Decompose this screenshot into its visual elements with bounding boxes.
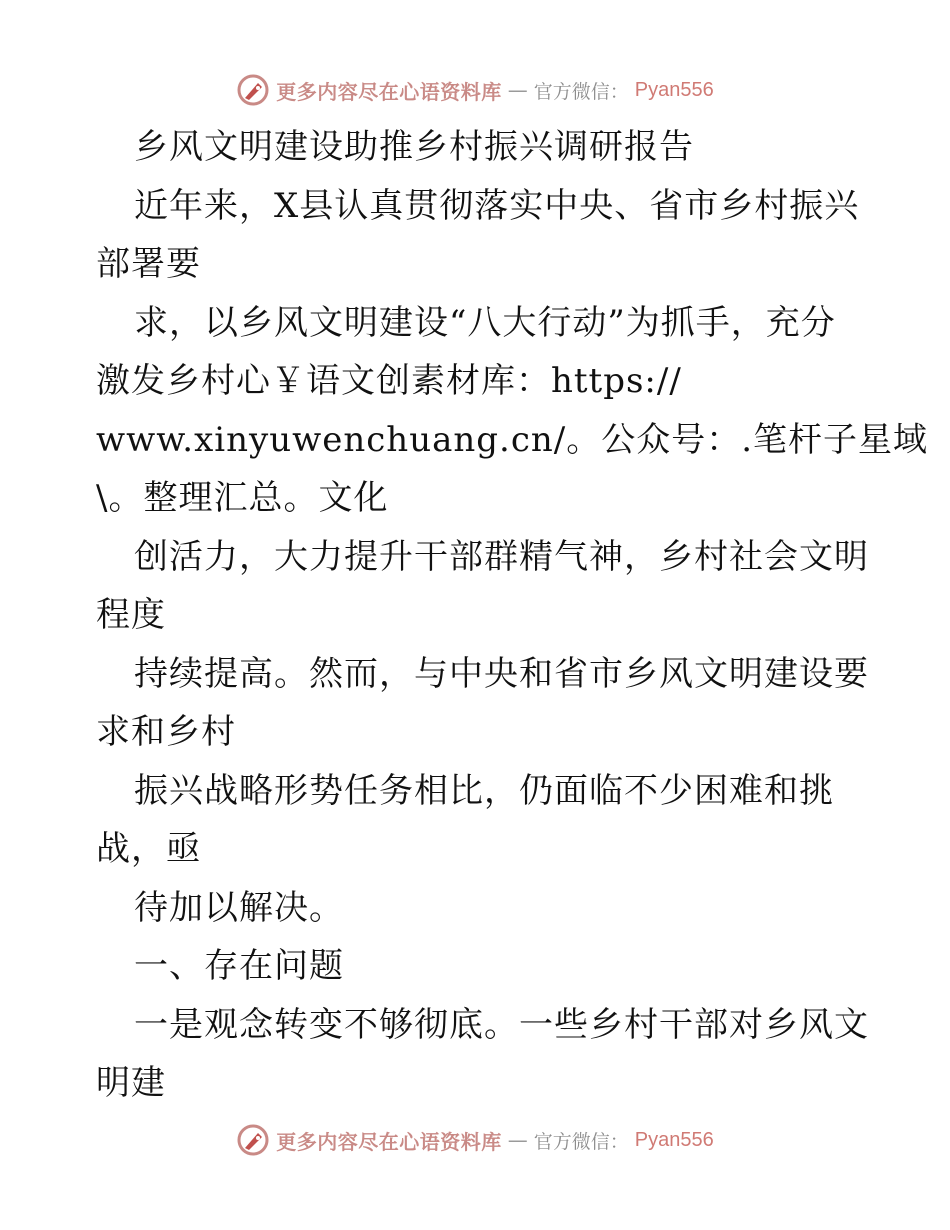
paragraph-line: 程度 (96, 595, 166, 635)
paragraph-line: 求，以乡风文明建设“八大行动”为抓手，充分 (134, 302, 836, 343)
paragraph-line: 持续提高。然而，与中央和省市乡风文明建设要 (134, 653, 869, 694)
paragraph-line: 激发乡村心￥语文创素材库：https:// (96, 361, 682, 401)
pen-nib-logo-icon (236, 73, 270, 107)
watermark-text: 更多内容尽在心语资料库 (276, 79, 502, 104)
watermark-wechat-label: 官方微信： (533, 1130, 629, 1153)
watermark-dash: — (507, 1128, 528, 1152)
paragraph-line: 部署要 (96, 244, 201, 284)
document-title: 乡风文明建设助推乡村振兴调研报告 (134, 127, 694, 167)
watermark-footer (0, 1120, 950, 1160)
document-body (96, 118, 929, 1113)
watermark-text: 更多内容尽在心语资料库 (276, 1129, 502, 1154)
watermark-dash: — (507, 78, 528, 102)
paragraph-line: 振兴战略形势任务相比，仍面临不少困难和挑 (134, 770, 834, 811)
section-heading: 一、存在问题 (134, 946, 344, 986)
paragraph-line: 明建 (96, 1063, 166, 1103)
paragraph-line: 战，亟 (96, 829, 201, 869)
watermark-wechat-label: 官方微信： (533, 80, 629, 103)
watermark-wechat-id: Pyan556 (634, 1128, 714, 1151)
paragraph-line: 一是观念转变不够彻底。一些乡村干部对乡风文 (134, 1004, 869, 1045)
pen-nib-logo-icon (236, 1123, 270, 1157)
paragraph-line: 近年来，X县认真贯彻落实中央、省市乡村振兴 (134, 185, 860, 226)
paragraph-line: www.xinyuwenchuang.cn/。公众号：.笔杆子星域 (96, 419, 929, 460)
watermark-header (0, 70, 950, 110)
paragraph-line: 创活力，大力提升干部群精气神，乡村社会文明 (134, 536, 869, 577)
paragraph-line: \。整理汇总。文化 (96, 478, 389, 518)
watermark-wechat-id: Pyan556 (634, 78, 714, 101)
paragraph-line: 待加以解决。 (134, 887, 344, 928)
paragraph-line: 求和乡村 (96, 712, 236, 752)
